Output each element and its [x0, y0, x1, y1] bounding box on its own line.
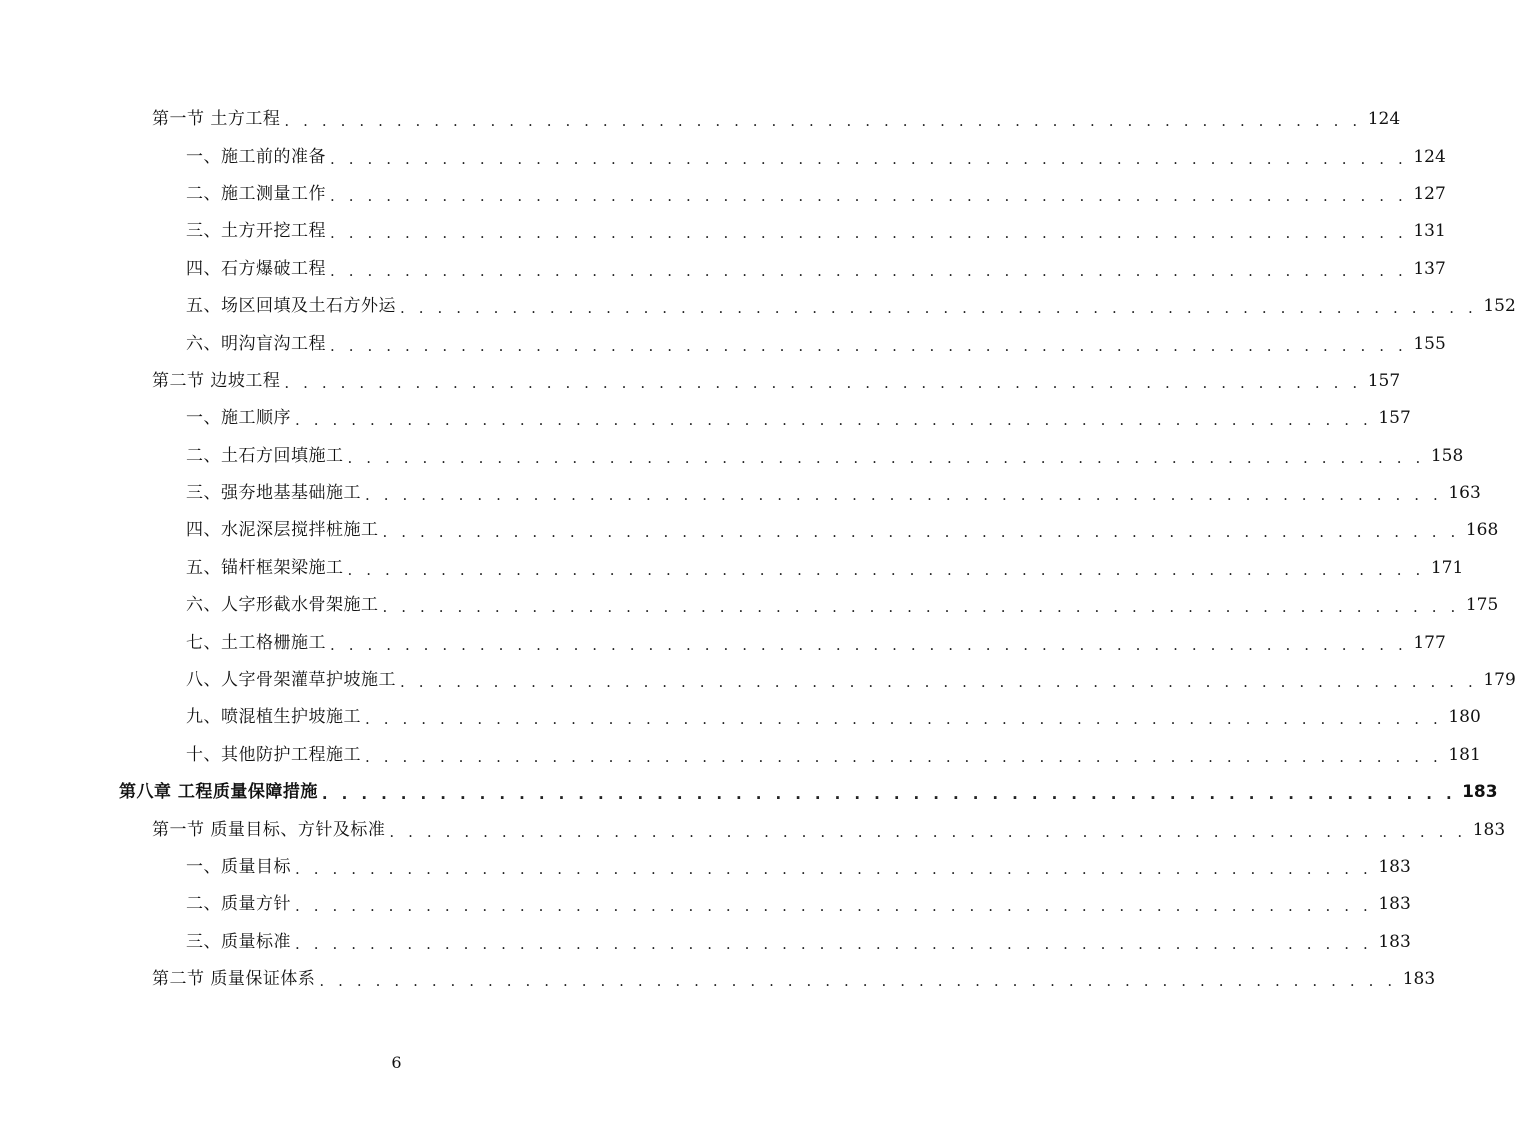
dot-leader: . . . . . . . . . . . . . . . . . . . . . . . . . . . . . . . . . . . . . . . . . . . . . . . . . . . . . . . . . .: [330, 186, 1408, 205]
toc-entry[interactable]: [0, 699, 1481, 736]
toc-entry-page: 177: [1413, 632, 1446, 653]
toc-entry-title: 三、强夯地基基础施工: [186, 483, 361, 504]
toc-entry-title: 六、人字形截水骨架施工: [186, 595, 379, 616]
toc-entry-title: 四、水泥深层搅拌桩施工: [186, 520, 379, 541]
toc-entry[interactable]: [0, 550, 1464, 587]
dot-leader: . . . . . . . . . . . . . . . . . . . . . . . . . . . . . . . . . . . . . . . . . . . . . . . . . . . . . . . . . .: [319, 972, 1397, 991]
toc-entry[interactable]: [0, 213, 1446, 250]
toc-entry-title: 一、施工前的准备: [186, 146, 326, 167]
toc-entry-page: 137: [1413, 258, 1446, 279]
toc-entry-title: 第一节 土方工程: [152, 109, 281, 130]
toc-entry-title: 二、土石方回填施工: [186, 445, 344, 466]
toc-entry-page: 158: [1430, 445, 1464, 466]
toc-entry-title: 一、施工顺序: [186, 408, 291, 429]
toc-entry-page: 157: [1367, 370, 1401, 391]
toc-entry-title: 六、明沟盲沟工程: [186, 333, 326, 354]
toc-entry-title: 三、土方开挖工程: [186, 221, 326, 242]
toc-entry[interactable]: [0, 288, 1516, 325]
toc-chapter-entry[interactable]: [0, 774, 1498, 811]
toc-entry-page: 152: [1483, 296, 1516, 317]
dot-leader: . . . . . . . . . . . . . . . . . . . . . . . . . . . . . . . . . . . . . . . . . . . . . . . . . . . . . . . . . .: [400, 299, 1478, 318]
toc-entry-page: 183: [1378, 931, 1411, 952]
toc-entry-page: 179: [1483, 670, 1516, 691]
toc-entry[interactable]: [0, 587, 1499, 624]
dot-leader: . . . . . . . . . . . . . . . . . . . . . . . . . . . . . . . . . . . . . . . . . . . . . . . . . . . . . . . . . .: [330, 261, 1408, 280]
toc-entry[interactable]: [0, 325, 1446, 362]
toc-entry-title: 二、施工测量工作: [186, 183, 326, 204]
dot-leader: . . . . . . . . . . . . . . . . . . . . . . . . . . . . . . . . . . . . . . . . . . . . . . . . . . . . . . . . . .: [330, 149, 1408, 168]
toc-entry-title: 一、质量目标: [186, 857, 291, 877]
toc-entry-title: 第八章 工程质量保障措施: [119, 782, 318, 803]
dot-leader: . . . . . . . . . . . . . . . . . . . . . . . . . . . . . . . . . . . . . . . . . . . . . . . . . . . . . . . . . .: [330, 336, 1408, 355]
toc-entry-page: 155: [1413, 333, 1446, 354]
dot-leader: . . . . . . . . . . . . . . . . . . . . . . . . . . . . . . . . . . . . . . . . . . . . . . . . . . . . . . . . . .: [347, 560, 1425, 579]
page-number: 6: [391, 1053, 402, 1072]
dot-leader: . . . . . . . . . . . . . . . . . . . . . . . . . . . . . . . . . . . . . . . . . . . . . . . . . . . . . . . . . .: [330, 635, 1408, 654]
toc-entry[interactable]: [0, 961, 1436, 998]
toc-entry[interactable]: [0, 101, 1401, 138]
dot-leader: . . . . . . . . . . . . . . . . . . . . . . . . . . . . . . . . . . . . . . . . . . . . . . . . . . . . . . . . . .: [400, 673, 1478, 692]
dot-leader: . . . . . . . . . . . . . . . . . . . . . . . . . . . . . . . . . . . . . . . . . . . . . . . . . . . . . . . . . .: [382, 523, 1460, 542]
dot-leader: . . . . . . . . . . . . . . . . . . . . . . . . . . . . . . . . . . . . . . . . . . . . . . . . . . . . . . . . . .: [295, 411, 1373, 430]
toc-entry-page: 183: [1472, 819, 1506, 840]
toc-entry-page: 171: [1430, 557, 1464, 578]
toc-entry[interactable]: [0, 138, 1446, 175]
toc-entry[interactable]: [0, 251, 1446, 288]
toc-entry-page: 168: [1465, 520, 1499, 541]
dot-leader: . . . . . . . . . . . . . . . . . . . . . . . . . . . . . . . . . . . . . . . . . . . . . . . . . . . . . . . . . .: [365, 747, 1443, 766]
dot-leader: . . . . . . . . . . . . . . . . . . . . . . . . . . . . . . . . . . . . . . . . . . . . . . . . . . . . . . . . . .: [295, 897, 1373, 916]
toc-entry-page: 183: [1402, 969, 1436, 990]
toc-entry[interactable]: [0, 363, 1401, 400]
toc-entry-page: 157: [1378, 408, 1411, 429]
toc-entry-page: 131: [1413, 221, 1446, 242]
toc-entry[interactable]: [0, 176, 1446, 213]
toc-entry[interactable]: [0, 924, 1411, 961]
toc-entry-title: 第二节 质量保证体系: [152, 969, 316, 990]
toc-entry[interactable]: [0, 811, 1506, 848]
dot-leader: . . . . . . . . . . . . . . . . . . . . . . . . . . . . . . . . . . . . . . . . . . . . . . . . . . . . . . . . . .: [321, 785, 1457, 804]
dot-leader: . . . . . . . . . . . . . . . . . . . . . . . . . . . . . . . . . . . . . . . . . . . . . . . . . . . . . . . . . .: [389, 822, 1467, 841]
dot-leader: . . . . . . . . . . . . . . . . . . . . . . . . . . . . . . . . . . . . . . . . . . . . . . . . . . . . . . . . . .: [382, 598, 1460, 617]
toc-entry-page: 163: [1448, 483, 1481, 504]
dot-leader: . . . . . . . . . . . . . . . . . . . . . . . . . . . . . . . . . . . . . . . . . . . . . . . . . . . . . . . . . .: [347, 448, 1425, 467]
dot-leader: . . . . . . . . . . . . . . . . . . . . . . . . . . . . . . . . . . . . . . . . . . . . . . . . . . . . . . . . . .: [365, 710, 1443, 729]
toc-entry-page: 180: [1448, 707, 1481, 728]
dot-leader: . . . . . . . . . . . . . . . . . . . . . . . . . . . . . . . . . . . . . . . . . . . . . . . . . . . . . . . . . .: [284, 112, 1362, 131]
toc-entry-title: 七、土工格栅施工: [186, 632, 326, 653]
toc-entry-title: 五、锚杆框架梁施工: [186, 557, 344, 578]
toc-entry-page: 124: [1367, 109, 1401, 130]
toc-entry[interactable]: [0, 400, 1411, 437]
toc-entry-page: 183: [1378, 894, 1411, 915]
toc-entry-page: 124: [1413, 146, 1446, 167]
toc-entry-page: 183: [1378, 857, 1411, 877]
toc-entry[interactable]: [0, 662, 1516, 699]
toc-entry-title: 第二节 边坡工程: [152, 370, 281, 391]
table-of-contents: [0, 101, 1516, 998]
toc-entry-page: 127: [1413, 183, 1446, 204]
toc-entry-title: 二、质量方针: [186, 894, 291, 915]
toc-entry-page: 183: [1462, 782, 1498, 803]
toc-entry-page: 175: [1465, 595, 1499, 616]
toc-entry-title: 九、喷混植生护坡施工: [186, 707, 361, 728]
toc-entry-title: 十、其他防护工程施工: [186, 744, 361, 765]
toc-entry[interactable]: [0, 624, 1446, 661]
dot-leader: . . . . . . . . . . . . . . . . . . . . . . . . . . . . . . . . . . . . . . . . . . . . . . . . . . . . . . . . . .: [295, 860, 1373, 878]
dot-leader: . . . . . . . . . . . . . . . . . . . . . . . . . . . . . . . . . . . . . . . . . . . . . . . . . . . . . . . . . .: [330, 224, 1408, 243]
dot-leader: . . . . . . . . . . . . . . . . . . . . . . . . . . . . . . . . . . . . . . . . . . . . . . . . . . . . . . . . . .: [365, 486, 1443, 505]
toc-entry-title: 第一节 质量目标、方针及标准: [152, 819, 386, 840]
toc-entry-title: 五、场区回填及土石方外运: [186, 296, 396, 317]
toc-entry-page: 181: [1448, 744, 1481, 765]
toc-entry-title: 八、人字骨架灌草护坡施工: [186, 670, 396, 691]
toc-entry-title: 三、质量标准: [186, 931, 291, 952]
dot-leader: . . . . . . . . . . . . . . . . . . . . . . . . . . . . . . . . . . . . . . . . . . . . . . . . . . . . . . . . . .: [295, 934, 1373, 953]
toc-entry[interactable]: [0, 512, 1499, 549]
toc-entry-title: 四、石方爆破工程: [186, 258, 326, 279]
toc-entry[interactable]: [0, 886, 1411, 923]
toc-entry[interactable]: [0, 438, 1464, 475]
dot-leader: . . . . . . . . . . . . . . . . . . . . . . . . . . . . . . . . . . . . . . . . . . . . . . . . . . . . . . . . . .: [284, 373, 1362, 392]
toc-entry[interactable]: [0, 849, 1411, 886]
toc-entry[interactable]: [0, 737, 1481, 774]
toc-entry[interactable]: [0, 475, 1481, 512]
